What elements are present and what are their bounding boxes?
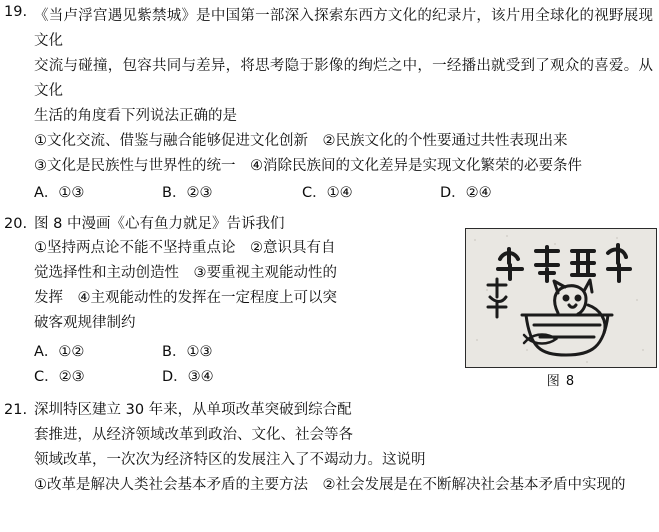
question-20-option-b[interactable]: B．①③ xyxy=(162,344,213,361)
question-19-statement-2: ③文化是民族性与世界性的统一 ④消除民族间的文化差异是实现文化繁荣的必要条件 xyxy=(34,157,582,174)
question-20-statement-3: 发挥 ④主观能动性的发挥在一定程度上可以突 xyxy=(34,290,337,307)
question-21-statement-1: ①改革是解决人类社会基本矛盾的主要方法 ②社会发展是在不断解决社会基本矛盾中实现的 xyxy=(34,476,626,493)
question-19-stem-line-3: 生活的角度看下列说法正确的是 xyxy=(34,107,237,124)
question-21-body xyxy=(34,398,659,498)
question-20-body xyxy=(34,212,659,391)
question-19-option-b[interactable]: B．②③ xyxy=(162,184,213,201)
question-21-stem-line-2: 套推进，从经济领域改革到政治、文化、社会等各 xyxy=(34,427,353,443)
question-20-stem-line-1: 图 8 中漫画《心有鱼力就足》告诉我们 xyxy=(34,215,285,232)
question-20-text xyxy=(34,212,354,337)
question-20-figure xyxy=(465,228,657,393)
question-19-statement-1: ①文化交流、借鉴与融合能够促进文化创新 ②民族文化的个性要通过共性表现出来 xyxy=(34,132,568,149)
question-21-stem-line-1: 深圳特区建立 30 年来，从单项改革突破到综合配 xyxy=(34,402,352,419)
question-20-option-d[interactable]: D．③④ xyxy=(162,369,214,386)
question-20-option-a[interactable]: A．①② xyxy=(34,344,85,361)
question-20 xyxy=(0,212,659,391)
question-20-number: 20. xyxy=(4,215,28,232)
question-19-stem-line-2: 交流与碰撞，包容共同与差异，将思考隐于影像的绚烂之中，一经播出就受到了观众的喜爱。从文化 xyxy=(34,57,653,99)
question-20-option-c[interactable]: C．②③ xyxy=(34,369,85,386)
question-19-stem-line-1: 《当卢浮宫遇见紫禁城》是中国第一部深入探索东西方文化的纪录片，该片用全球化的视野展现文化 xyxy=(34,8,653,49)
cartoon-image xyxy=(465,228,657,368)
question-19 xyxy=(0,0,659,206)
question-21-stem-line-3: 领域改革，一次次为经济特区的发展注入了不竭动力。这说明 xyxy=(34,451,426,468)
question-19-option-c[interactable]: C．①④ xyxy=(302,184,353,201)
question-19-option-a[interactable]: A．①③ xyxy=(34,184,85,201)
question-20-statement-1: ①坚持两点论不能不坚持重点论 ②意识具有自 xyxy=(34,240,336,257)
question-21 xyxy=(0,398,659,498)
question-20-statement-2: 觉选择性和主动创造性 ③要重视主观能动性的 xyxy=(34,265,337,282)
question-20-statement-4: 破客观规律制约 xyxy=(34,315,136,332)
question-19-options xyxy=(34,181,653,206)
question-19-option-d[interactable]: D．②④ xyxy=(440,184,492,201)
question-19-number: 19. xyxy=(4,4,28,20)
question-19-body xyxy=(34,4,659,206)
figure-caption: 图 8 xyxy=(546,373,576,389)
question-21-number: 21. xyxy=(4,402,28,419)
